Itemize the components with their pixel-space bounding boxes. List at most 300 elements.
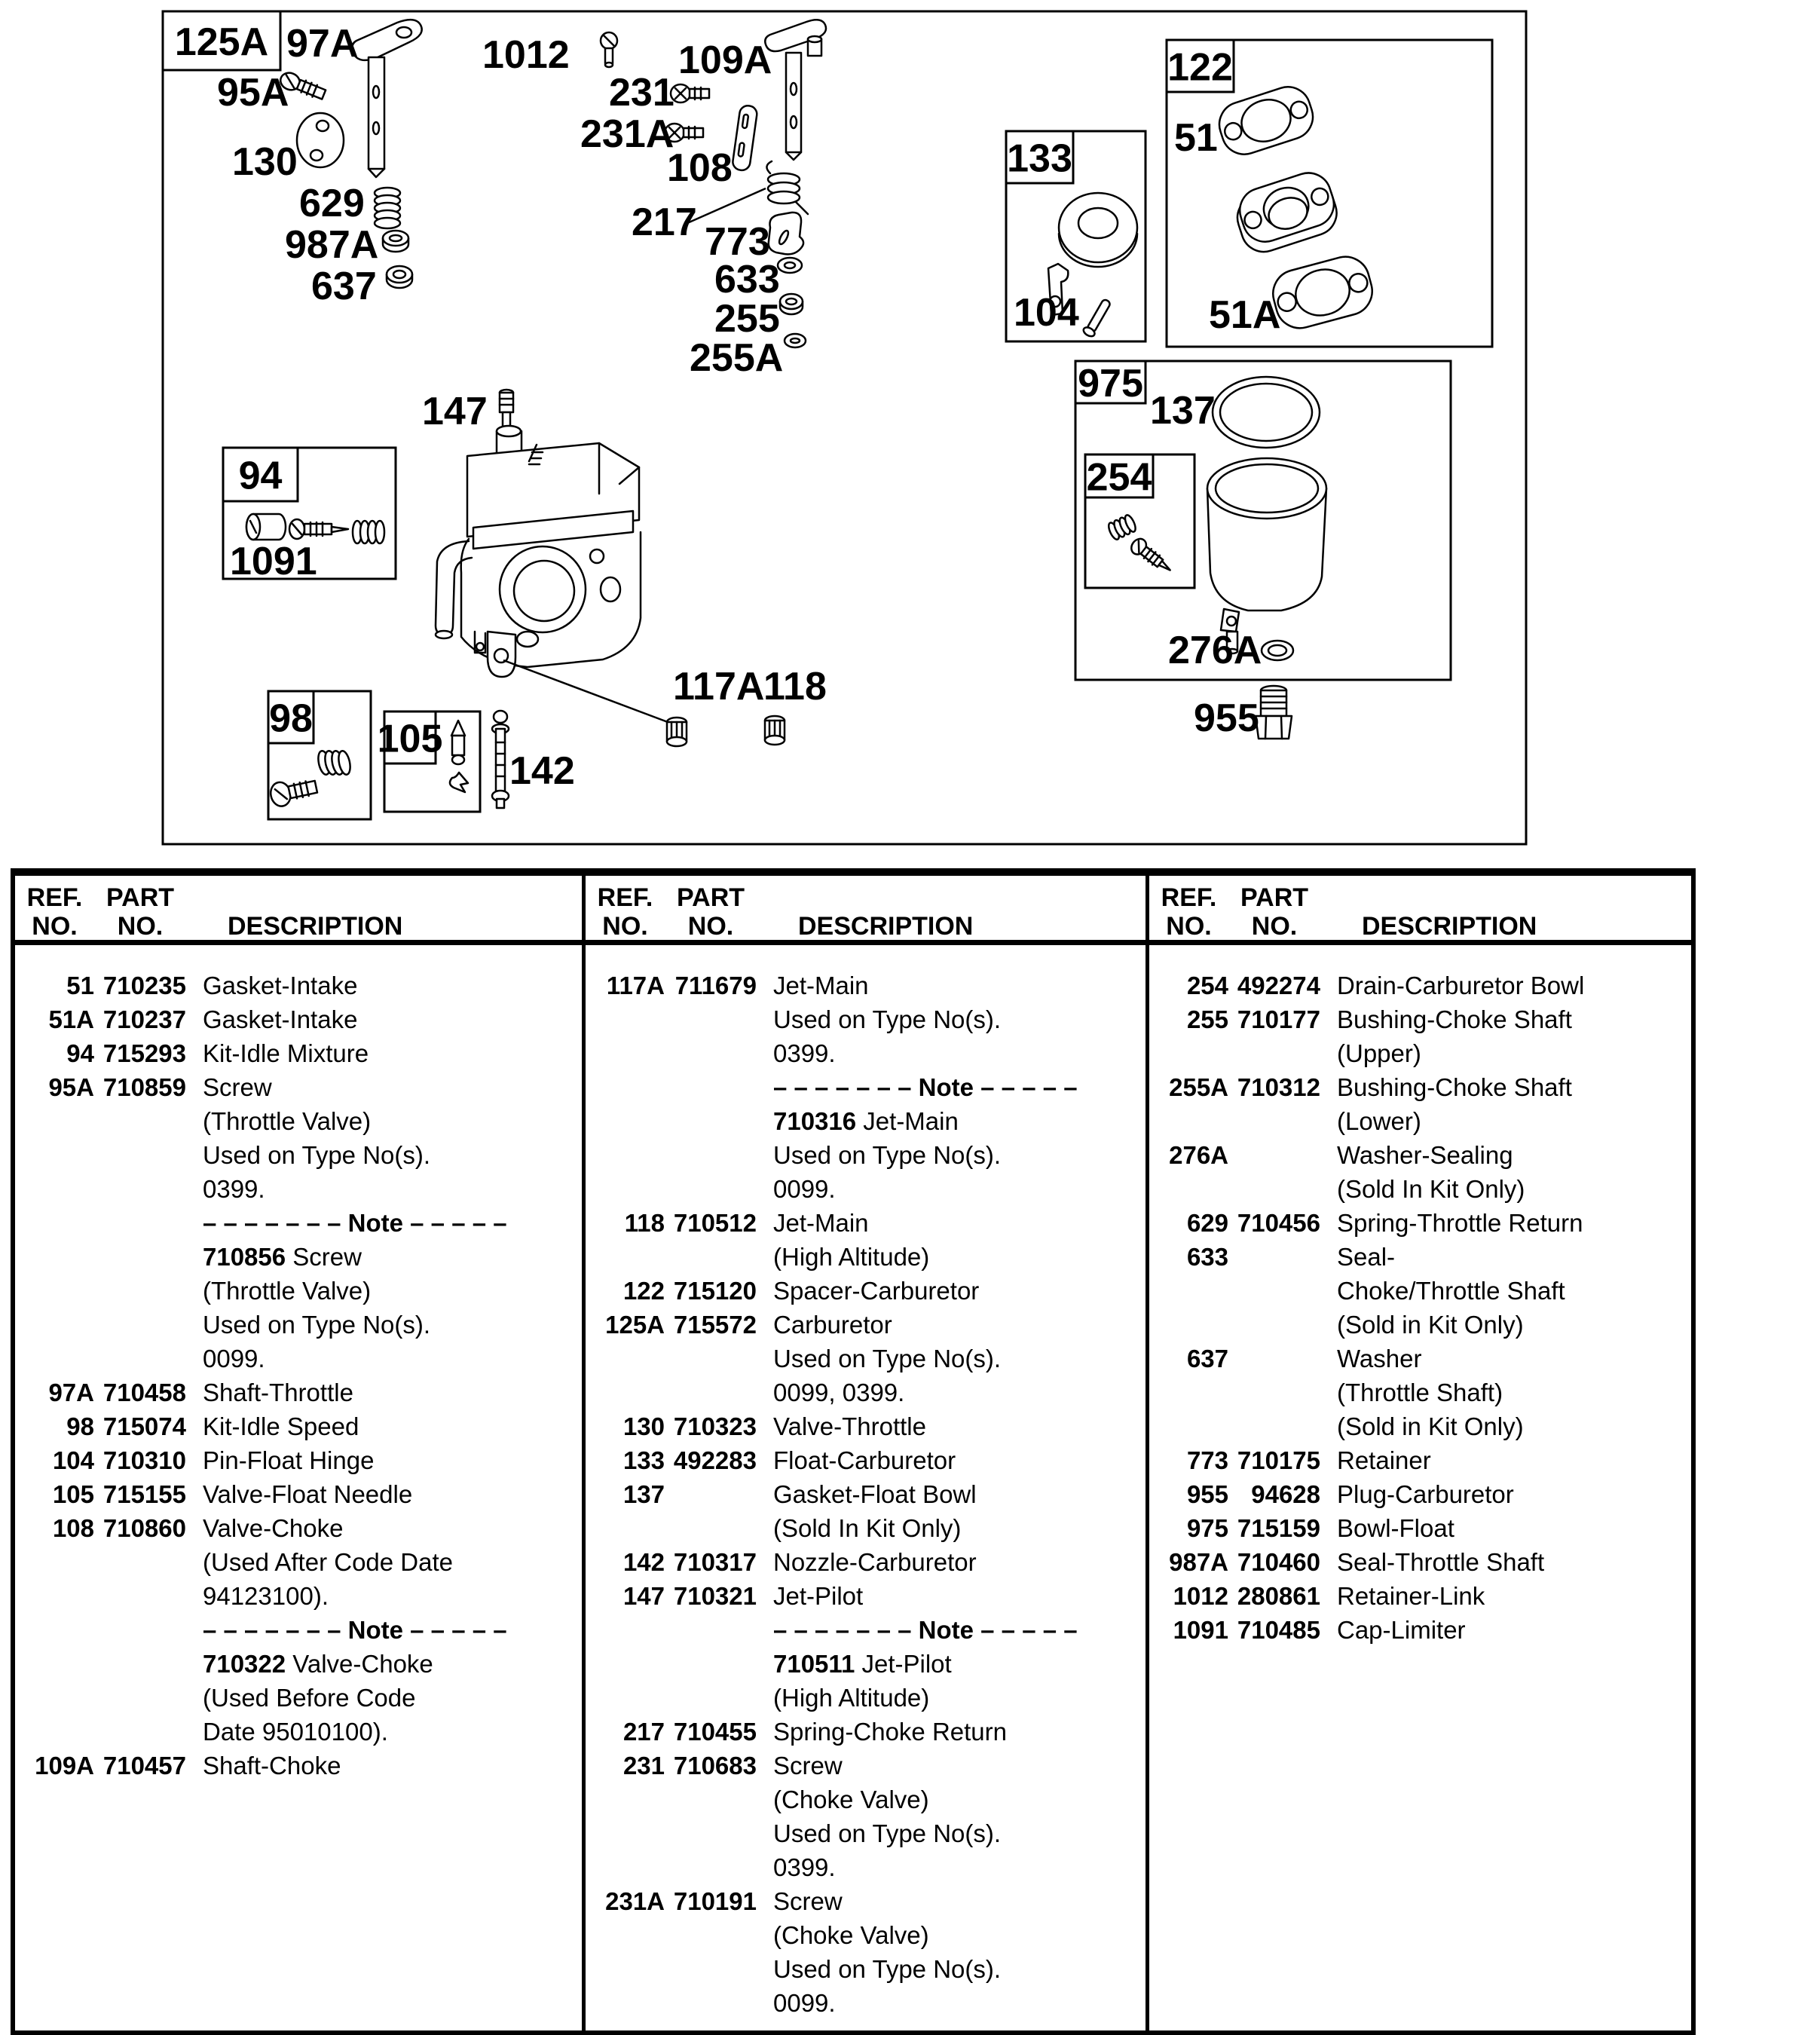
part-no-cell: 492283 bbox=[673, 1446, 757, 1474]
callout-label-94: 94 bbox=[238, 454, 283, 498]
table-row bbox=[15, 969, 582, 1002]
table-row bbox=[586, 1715, 1146, 1749]
description-cell: – – – – – – – Note – – – – – bbox=[203, 1209, 507, 1237]
callout-label-1012: 1012 bbox=[482, 33, 570, 77]
header-part-no: PART NO. bbox=[676, 883, 745, 941]
ref-no-cell bbox=[586, 1850, 665, 1884]
part-no-cell: 280861 bbox=[1237, 1582, 1320, 1610]
spring-217-drawing bbox=[766, 161, 808, 214]
table-row bbox=[586, 1376, 1146, 1409]
ref-no-cell bbox=[15, 1545, 94, 1579]
bushing-255-drawing bbox=[780, 294, 803, 314]
parts-column-3 bbox=[1146, 876, 1691, 2030]
ref-no-cell bbox=[586, 1681, 665, 1715]
jet-main-118-drawing bbox=[765, 716, 785, 745]
ref-no-cell: 254 bbox=[1186, 972, 1228, 999]
part-no-cell bbox=[665, 1986, 757, 2020]
ref-no-cell: 98 bbox=[66, 1412, 94, 1440]
part-no-cell: 710321 bbox=[673, 1582, 757, 1610]
ref-no-cell bbox=[586, 1104, 665, 1138]
description-cell: (Choke Valve) bbox=[773, 1786, 929, 1813]
plug-carburetor-955-drawing bbox=[1256, 686, 1292, 739]
description-cell: – – – – – – – Note – – – – – bbox=[773, 1073, 1078, 1101]
callout-label-130: 130 bbox=[232, 140, 298, 184]
part-no-cell bbox=[94, 1715, 186, 1749]
part-no-cell: 710460 bbox=[1237, 1548, 1320, 1576]
ref-no-cell: 217 bbox=[622, 1718, 665, 1746]
description-cell: Jet-Main bbox=[773, 1209, 869, 1237]
nozzle-142-drawing bbox=[492, 711, 509, 808]
callout-label-276A: 276A bbox=[1168, 629, 1262, 672]
callout-label-254: 254 bbox=[1086, 455, 1152, 500]
part-no-cell bbox=[665, 1002, 757, 1036]
jet-main-117a-drawing bbox=[667, 718, 687, 746]
part-no-cell bbox=[94, 1613, 186, 1647]
callout-label-231A: 231A bbox=[580, 112, 674, 156]
column-header bbox=[586, 876, 1146, 945]
callout-label-122: 122 bbox=[1167, 45, 1233, 90]
part-no-cell: 711679 bbox=[674, 972, 757, 999]
description-cell: Spring-Choke Return bbox=[773, 1718, 1007, 1746]
ref-no-cell bbox=[15, 1138, 94, 1172]
description-cell: (Upper) bbox=[1337, 1039, 1421, 1067]
diagram-canvas bbox=[0, 0, 1820, 867]
table-row bbox=[1149, 1172, 1691, 1206]
table-row bbox=[586, 1274, 1146, 1308]
description-cell: Shaft-Choke bbox=[203, 1752, 341, 1779]
description-cell: Seal-Throttle Shaft bbox=[1337, 1548, 1545, 1576]
throttle-valve-130-drawing bbox=[297, 113, 344, 167]
gasket-intake-51a-drawing bbox=[1268, 252, 1378, 334]
table-row bbox=[586, 1816, 1146, 1850]
table-row bbox=[1149, 969, 1691, 1002]
callout-label-1091: 1091 bbox=[230, 540, 317, 583]
table-row bbox=[15, 1172, 582, 1206]
part-no-cell bbox=[94, 1138, 186, 1172]
ref-no-cell: 105 bbox=[52, 1480, 94, 1508]
part-no-cell: 710317 bbox=[673, 1548, 757, 1576]
table-row bbox=[586, 1002, 1146, 1036]
part-no-cell bbox=[665, 1104, 757, 1138]
ref-no-cell bbox=[1149, 1036, 1228, 1070]
part-no-cell: 710177 bbox=[1237, 1005, 1320, 1033]
part-no-cell: 710458 bbox=[102, 1379, 186, 1406]
table-row bbox=[15, 1681, 582, 1715]
table-row bbox=[15, 1477, 582, 1511]
description-cell: Screw bbox=[773, 1752, 843, 1779]
part-no-cell: 710310 bbox=[102, 1446, 186, 1474]
header-description: DESCRIPTION bbox=[798, 912, 974, 941]
part-no-cell bbox=[665, 1647, 757, 1681]
table-row bbox=[1149, 1613, 1691, 1647]
description-cell: Bushing-Choke Shaft bbox=[1337, 1073, 1572, 1101]
ref-no-cell: 122 bbox=[622, 1277, 665, 1305]
ref-no-cell: 104 bbox=[52, 1446, 94, 1474]
ref-no-cell bbox=[586, 1342, 665, 1376]
part-no-cell bbox=[665, 1036, 757, 1070]
part-no-cell: 710175 bbox=[1237, 1446, 1320, 1474]
throttle-shaft-97a-drawing bbox=[352, 20, 421, 177]
ref-no-cell bbox=[586, 1240, 665, 1274]
description-cell: (Sold in Kit Only) bbox=[1337, 1412, 1524, 1440]
ref-no-cell: 975 bbox=[1186, 1514, 1228, 1542]
table-row bbox=[1149, 1477, 1691, 1511]
table-row bbox=[15, 1274, 582, 1308]
table-row bbox=[15, 1104, 582, 1138]
part-no-cell bbox=[94, 1206, 186, 1240]
ref-no-cell bbox=[15, 1172, 94, 1206]
description-cell: (Sold In Kit Only) bbox=[773, 1514, 962, 1542]
description-cell: Used on Type No(s). bbox=[203, 1141, 431, 1169]
carburetor-drawing bbox=[436, 426, 641, 677]
ref-no-cell: 637 bbox=[1186, 1345, 1228, 1372]
ref-no-cell bbox=[586, 1986, 665, 2020]
part-no-cell bbox=[94, 1274, 186, 1308]
description-cell: 0399. bbox=[773, 1039, 836, 1067]
column-entries bbox=[1149, 945, 1691, 1647]
table-row bbox=[586, 1409, 1146, 1443]
float-needle-105-drawing bbox=[450, 721, 468, 792]
ref-no-cell: 231A bbox=[605, 1887, 665, 1915]
callout-label-133: 133 bbox=[1007, 136, 1072, 181]
column-header bbox=[15, 876, 582, 945]
drain-carburetor-bowl-254-drawing bbox=[1106, 514, 1174, 577]
description-cell: Used on Type No(s). bbox=[203, 1311, 431, 1339]
part-no-cell: 715159 bbox=[1237, 1514, 1320, 1542]
table-row bbox=[586, 1308, 1146, 1342]
part-no-cell bbox=[94, 1240, 186, 1274]
callout-label-118: 118 bbox=[763, 665, 827, 708]
part-no-cell bbox=[665, 1477, 757, 1511]
callout-label-117A: 117A bbox=[673, 665, 765, 708]
part-no-cell bbox=[665, 1240, 757, 1274]
table-row bbox=[15, 1036, 582, 1070]
ref-no-cell: 117A bbox=[606, 972, 665, 999]
ref-no-cell bbox=[15, 1647, 94, 1681]
callout-label-51: 51 bbox=[1174, 116, 1218, 160]
description-cell: 710511 Jet-Pilot bbox=[773, 1650, 952, 1678]
part-no-cell: 710683 bbox=[673, 1752, 757, 1779]
description-cell: (Used After Code Date bbox=[203, 1548, 453, 1576]
table-row bbox=[1149, 1443, 1691, 1477]
table-row bbox=[586, 1070, 1146, 1104]
part-no-cell bbox=[665, 1783, 757, 1816]
ref-no-cell: 987A bbox=[1169, 1548, 1228, 1576]
callout-label-105: 105 bbox=[377, 717, 443, 761]
washer-637-drawing bbox=[387, 266, 412, 288]
description-cell: (Throttle Shaft) bbox=[1337, 1379, 1503, 1406]
ref-no-cell: 773 bbox=[1186, 1446, 1228, 1474]
part-no-cell: 710860 bbox=[102, 1514, 186, 1542]
ref-no-cell bbox=[15, 1308, 94, 1342]
ref-no-cell bbox=[1149, 1409, 1228, 1443]
description-cell: 0099. bbox=[773, 1175, 836, 1203]
description-cell: (Used Before Code bbox=[203, 1684, 416, 1712]
part-no-cell: 94628 bbox=[1251, 1480, 1320, 1508]
callout-label-987A: 987A bbox=[285, 223, 379, 267]
ref-no-cell bbox=[586, 1002, 665, 1036]
part-no-cell: 710512 bbox=[673, 1209, 757, 1237]
description-cell: Screw bbox=[773, 1887, 843, 1915]
description-cell: (High Altitude) bbox=[773, 1243, 930, 1271]
ref-no-cell: 147 bbox=[622, 1582, 665, 1610]
description-cell: Plug-Carburetor bbox=[1337, 1480, 1514, 1508]
table-row bbox=[586, 1986, 1146, 2020]
description-cell: (Throttle Valve) bbox=[203, 1277, 372, 1305]
part-no-cell bbox=[94, 1308, 186, 1342]
ref-no-cell: 142 bbox=[622, 1548, 665, 1576]
description-cell: Retainer-Link bbox=[1337, 1582, 1485, 1610]
description-cell: 94123100). bbox=[203, 1582, 329, 1610]
ref-no-cell bbox=[586, 1952, 665, 1986]
part-no-cell bbox=[665, 1613, 757, 1647]
ref-no-cell: 255A bbox=[1169, 1073, 1228, 1101]
description-cell: Used on Type No(s). bbox=[773, 1345, 1002, 1372]
part-no-cell: 710485 bbox=[1237, 1616, 1320, 1644]
description-cell: Choke/Throttle Shaft bbox=[1337, 1277, 1565, 1305]
leader-line bbox=[503, 660, 668, 722]
part-no-cell bbox=[665, 1816, 757, 1850]
description-cell: Valve-Throttle bbox=[773, 1412, 926, 1440]
table-row bbox=[15, 1511, 582, 1545]
table-row bbox=[586, 1579, 1146, 1613]
table-row bbox=[15, 1715, 582, 1749]
diagram-main-box bbox=[163, 11, 1526, 844]
table-row bbox=[586, 1206, 1146, 1240]
description-cell: (Sold in Kit Only) bbox=[1337, 1311, 1524, 1339]
part-no-cell bbox=[665, 1172, 757, 1206]
ref-no-cell: 97A bbox=[48, 1379, 94, 1406]
part-no-cell bbox=[665, 1376, 757, 1409]
ref-no-cell bbox=[586, 1376, 665, 1409]
ref-no-cell: 108 bbox=[52, 1514, 94, 1542]
part-no-cell: 715074 bbox=[102, 1412, 186, 1440]
washer-sealing-276a-drawing bbox=[1262, 641, 1293, 660]
part-no-cell bbox=[1228, 1036, 1320, 1070]
table-row bbox=[15, 1613, 582, 1647]
description-cell: – – – – – – – Note – – – – – bbox=[203, 1616, 507, 1644]
part-no-cell: 715120 bbox=[673, 1277, 757, 1305]
part-no-cell bbox=[1228, 1409, 1320, 1443]
description-cell: Pin-Float Hinge bbox=[203, 1446, 375, 1474]
callout-label-109A: 109A bbox=[678, 38, 772, 82]
part-no-cell: 715293 bbox=[102, 1039, 186, 1067]
ref-no-cell bbox=[1149, 1172, 1228, 1206]
part-no-cell: 492274 bbox=[1237, 972, 1320, 999]
ref-no-cell: 109A bbox=[35, 1752, 94, 1779]
ref-no-cell: 130 bbox=[622, 1412, 665, 1440]
ref-no-cell bbox=[586, 1172, 665, 1206]
ref-no-cell bbox=[15, 1681, 94, 1715]
ref-no-cell: 51 bbox=[66, 972, 94, 999]
part-no-cell: 710323 bbox=[673, 1412, 757, 1440]
table-row bbox=[1149, 1036, 1691, 1070]
ref-no-cell bbox=[15, 1715, 94, 1749]
description-cell: Gasket-Intake bbox=[203, 972, 358, 999]
part-no-cell: 710237 bbox=[102, 1005, 186, 1033]
ref-no-cell bbox=[586, 1647, 665, 1681]
header-ref-no: REF. NO. bbox=[597, 883, 653, 941]
column-entries bbox=[586, 945, 1146, 2020]
callout-label-97A: 97A bbox=[286, 22, 359, 66]
part-no-cell bbox=[94, 1342, 186, 1376]
ref-no-cell: 137 bbox=[622, 1480, 665, 1508]
parts-column-1 bbox=[15, 876, 582, 2030]
description-cell: Used on Type No(s). bbox=[773, 1005, 1002, 1033]
callout-label-98: 98 bbox=[269, 696, 313, 741]
table-row bbox=[586, 969, 1146, 1002]
table-row bbox=[586, 1952, 1146, 1986]
ref-no-cell bbox=[15, 1274, 94, 1308]
table-row bbox=[1149, 1138, 1691, 1172]
part-no-cell bbox=[94, 1545, 186, 1579]
part-no-cell: 715572 bbox=[673, 1311, 757, 1339]
ref-no-cell bbox=[586, 1511, 665, 1545]
table-row bbox=[1149, 1409, 1691, 1443]
description-cell: (Sold In Kit Only) bbox=[1337, 1175, 1525, 1203]
description-cell: Gasket-Float Bowl bbox=[773, 1480, 977, 1508]
description-cell: Spring-Throttle Return bbox=[1337, 1209, 1583, 1237]
ref-no-cell bbox=[15, 1104, 94, 1138]
table-row bbox=[586, 1850, 1146, 1884]
description-cell: Used on Type No(s). bbox=[773, 1955, 1002, 1983]
part-no-cell bbox=[1228, 1104, 1320, 1138]
callout-label-955: 955 bbox=[1194, 696, 1259, 740]
leader-line bbox=[687, 188, 766, 223]
part-no-cell bbox=[94, 1579, 186, 1613]
table-row bbox=[1149, 1545, 1691, 1579]
part-no-cell bbox=[94, 1104, 186, 1138]
ref-no-cell bbox=[1149, 1104, 1228, 1138]
description-cell: Drain-Carburetor Bowl bbox=[1337, 972, 1585, 999]
ref-no-cell: 231 bbox=[622, 1752, 665, 1779]
part-no-cell bbox=[94, 1647, 186, 1681]
table-row bbox=[15, 1749, 582, 1783]
table-row bbox=[586, 1545, 1146, 1579]
table-row bbox=[1149, 1002, 1691, 1036]
table-row bbox=[1149, 1206, 1691, 1240]
table-row bbox=[586, 1104, 1146, 1138]
table-row bbox=[586, 1511, 1146, 1545]
table-row bbox=[586, 1647, 1146, 1681]
table-row bbox=[15, 1002, 582, 1036]
description-cell: Gasket-Intake bbox=[203, 1005, 358, 1033]
callout-label-633: 633 bbox=[714, 258, 780, 301]
ref-no-cell bbox=[586, 1918, 665, 1952]
part-no-cell bbox=[1228, 1308, 1320, 1342]
description-cell: Float-Carburetor bbox=[773, 1446, 956, 1474]
part-no-cell: 710859 bbox=[102, 1073, 186, 1101]
ref-no-cell bbox=[1149, 1308, 1228, 1342]
table-row bbox=[15, 1409, 582, 1443]
ref-no-cell: 118 bbox=[624, 1209, 665, 1237]
description-cell: Retainer bbox=[1337, 1446, 1431, 1474]
callout-label-142: 142 bbox=[509, 749, 575, 793]
table-row bbox=[1149, 1240, 1691, 1274]
part-no-cell bbox=[665, 1952, 757, 1986]
table-row bbox=[586, 1138, 1146, 1172]
description-cell: Spacer-Carburetor bbox=[773, 1277, 980, 1305]
description-cell: Kit-Idle Speed bbox=[203, 1412, 359, 1440]
table-row bbox=[15, 1206, 582, 1240]
seal-633-drawing bbox=[778, 258, 802, 273]
part-no-cell bbox=[1228, 1240, 1320, 1274]
parts-column-2 bbox=[582, 876, 1146, 2030]
description-cell: (Choke Valve) bbox=[773, 1921, 929, 1949]
description-cell: (High Altitude) bbox=[773, 1684, 930, 1712]
header-part-no: PART NO. bbox=[106, 883, 175, 941]
table-row bbox=[1149, 1104, 1691, 1138]
table-row bbox=[15, 1070, 582, 1104]
description-cell: Nozzle-Carburetor bbox=[773, 1548, 977, 1576]
ref-no-cell bbox=[1149, 1376, 1228, 1409]
description-cell: Kit-Idle Mixture bbox=[203, 1039, 369, 1067]
header-ref-no: REF. NO. bbox=[26, 883, 83, 941]
choke-shaft-109a-drawing bbox=[765, 20, 826, 160]
callout-label-773: 773 bbox=[705, 220, 770, 264]
description-cell: Jet-Pilot bbox=[773, 1582, 864, 1610]
part-no-cell bbox=[1228, 1342, 1320, 1376]
header-ref-no: REF. NO. bbox=[1161, 883, 1217, 941]
table-row bbox=[15, 1138, 582, 1172]
table-row bbox=[15, 1579, 582, 1613]
description-cell: (Throttle Valve) bbox=[203, 1107, 372, 1135]
table-row bbox=[586, 1613, 1146, 1647]
description-cell: Cap-Limiter bbox=[1337, 1616, 1466, 1644]
callout-label-125A: 125A bbox=[174, 20, 269, 64]
ref-no-cell: 955 bbox=[1186, 1480, 1228, 1508]
callout-label-95A: 95A bbox=[217, 71, 289, 115]
ref-no-cell bbox=[586, 1036, 665, 1070]
part-no-cell bbox=[1228, 1138, 1320, 1172]
part-no-cell bbox=[665, 1138, 757, 1172]
part-no-cell bbox=[665, 1070, 757, 1104]
description-cell: Bowl-Float bbox=[1337, 1514, 1454, 1542]
table-row bbox=[586, 1884, 1146, 1918]
callout-label-255A: 255A bbox=[690, 336, 784, 380]
table-row bbox=[15, 1376, 582, 1409]
table-row bbox=[586, 1477, 1146, 1511]
seal-987a-drawing bbox=[383, 231, 408, 252]
part-no-cell: 710456 bbox=[1237, 1209, 1320, 1237]
ref-no-cell: 633 bbox=[1186, 1243, 1228, 1271]
table-row bbox=[1149, 1511, 1691, 1545]
part-no-cell: 710455 bbox=[673, 1718, 757, 1746]
description-cell: 0099. bbox=[773, 1989, 836, 2017]
ref-no-cell: 51A bbox=[48, 1005, 94, 1033]
callout-label-637: 637 bbox=[311, 265, 377, 308]
kit-idle-speed-98-drawing bbox=[268, 750, 352, 808]
description-cell: 0099. bbox=[203, 1345, 265, 1372]
description-cell: Jet-Main bbox=[773, 972, 869, 999]
callout-label-231: 231 bbox=[609, 71, 674, 115]
spring-629-drawing bbox=[375, 188, 400, 228]
table-row bbox=[15, 1443, 582, 1477]
table-row bbox=[586, 1443, 1146, 1477]
callout-label-629: 629 bbox=[299, 182, 365, 225]
part-no-cell bbox=[1228, 1376, 1320, 1409]
ref-no-cell: 95A bbox=[48, 1073, 94, 1101]
description-cell: 0399. bbox=[773, 1853, 836, 1881]
part-no-cell bbox=[665, 1850, 757, 1884]
spacer-carburetor-122-drawing bbox=[1230, 167, 1343, 258]
description-cell: Screw bbox=[203, 1073, 272, 1101]
part-no-cell: 715155 bbox=[102, 1480, 186, 1508]
table-row bbox=[1149, 1308, 1691, 1342]
part-no-cell: 710312 bbox=[1237, 1073, 1320, 1101]
description-cell: 0399. bbox=[203, 1175, 265, 1203]
ref-no-cell bbox=[15, 1240, 94, 1274]
